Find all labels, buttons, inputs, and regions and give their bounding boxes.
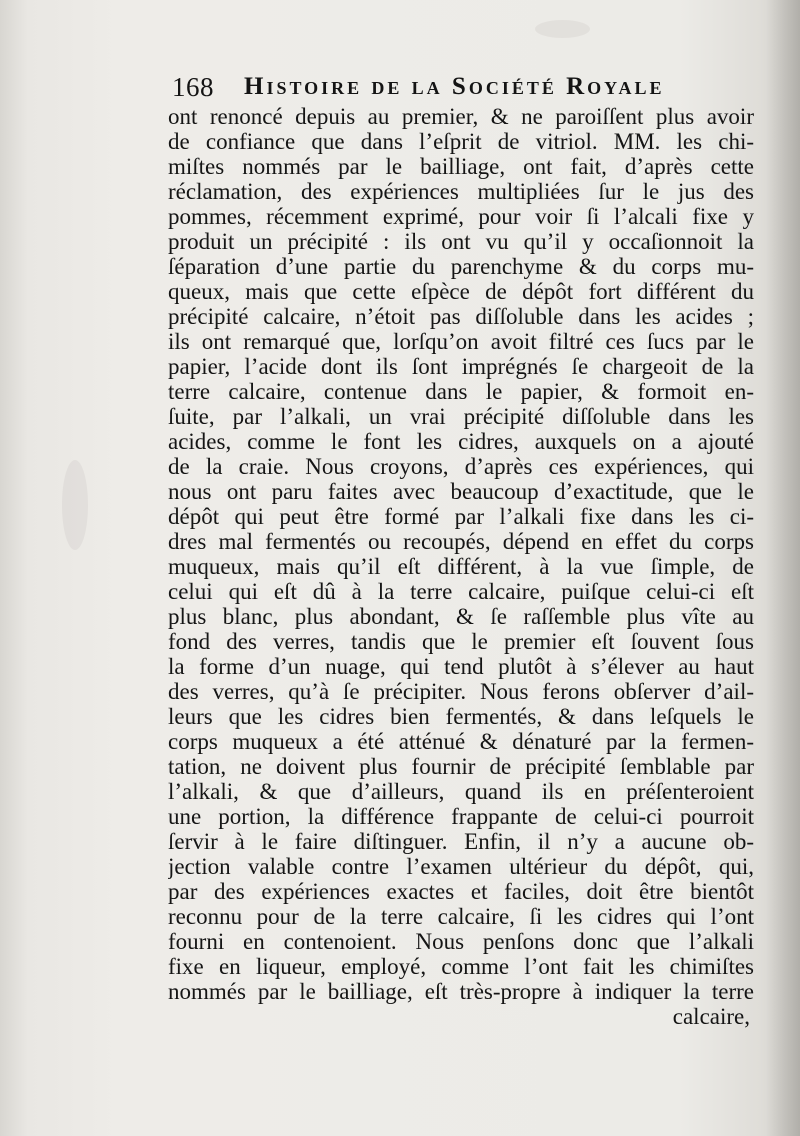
text-line: réclamation, des expériences multipliées ſur le jus des [168, 179, 754, 204]
text-line: précipité calcaire, n’étoit pas diſſoluble dans les acides ; [168, 304, 754, 329]
text-line: plus blanc, plus abondant, & ſe raſſemble plus vîte au [168, 604, 754, 629]
running-title: Histoire de la Société Royale [244, 73, 665, 100]
text-line: des verres, qu’à ſe précipiter. Nous ferons obſerver d’ail- [168, 679, 754, 704]
text-line: produit un précipité : ils ont vu qu’il y occaſionnoit la [168, 229, 754, 254]
text-line: la forme d’un nuage, qui tend plutôt à s’élever au haut [168, 654, 754, 679]
text-line: ſuite, par l’alkali, un vrai précipité diſſoluble dans les [168, 404, 754, 429]
text-line: ſervir à le faire diſtinguer. Enfin, il n’y a aucune ob- [168, 829, 754, 854]
text-line: une portion, la différence frappante de celui-ci pourroit [168, 804, 754, 829]
text-line: queux, mais que cette eſpèce de dépôt fort différent du [168, 279, 754, 304]
paper-stain [535, 20, 590, 38]
text-line: corps muqueux a été atténué & dénaturé par la fermen- [168, 729, 754, 754]
text-line: fond des verres, tandis que le premier eſt ſouvent ſous [168, 629, 754, 654]
text-line: fixe en liqueur, employé, comme l’ont fait les chimiſtes [168, 954, 754, 979]
text-line: jection valable contre l’examen ultérieur du dépôt, qui, [168, 854, 754, 879]
text-line: ont renoncé depuis au premier, & ne paroiſſent plus avoir [168, 104, 754, 129]
text-line: leurs que les cidres bien fermentés, & dans leſquels le [168, 704, 754, 729]
text-line: miſtes nommés par le bailliage, ont fait, d’après cette [168, 154, 754, 179]
text-line: de la craie. Nous croyons, d’après ces expériences, qui [168, 454, 754, 479]
text-line: terre calcaire, contenue dans le papier, & formoit en- [168, 379, 754, 404]
text-line: reconnu pour de la terre calcaire, ſi les cidres qui l’ont [168, 904, 754, 929]
text-line: fourni en contenoient. Nous penſons donc que l’alkali [168, 929, 754, 954]
text-line: l’alkali, & que d’ailleurs, quand ils en préſenteroient [168, 779, 754, 804]
text-line: par des expériences exactes et faciles, doit être bientôt [168, 879, 754, 904]
text-line: dépôt qui peut être formé par l’alkali fixe dans les ci- [168, 504, 754, 529]
text-line: dres mal fermentés ou recoupés, dépend en effet du corps [168, 529, 754, 554]
paper-stain [62, 460, 88, 550]
page-number: 168 [172, 72, 214, 102]
text-line: muqueux, mais qu’il eſt différent, à la vue ſimple, de [168, 554, 754, 579]
text-line: de confiance que dans l’eſprit de vitriol. MM. les chi- [168, 129, 754, 154]
text-line: celui qui eſt dû à la terre calcaire, puiſque celui-ci eſt [168, 579, 754, 604]
page-edge-shadow [766, 0, 800, 1136]
text-line: nous ont paru faites avec beaucoup d’exactitude, que le [168, 479, 754, 504]
text-line: ſéparation d’une partie du parenchyme & du corps mu- [168, 254, 754, 279]
text-line: nommés par le bailliage, eſt très-propre à indiquer la terre [168, 979, 754, 1004]
text-line: ils ont remarqué que, lorſqu’on avoit filtré ces ſucs par le [168, 329, 754, 354]
main-text [168, 103, 754, 1043]
text-line: acides, comme le font les cidres, auxquels on a ajouté [168, 429, 754, 454]
text-line: papier, l’acide dont ils ſont imprégnés ſe chargeoit de la [168, 354, 754, 379]
text-line: pommes, récemment exprimé, pour voir ſi l’alcali fixe y [168, 204, 754, 229]
catchword: calcaire, [672, 1004, 750, 1029]
text-line: tation, ne doivent plus fournir de précipité ſemblable par [168, 754, 754, 779]
